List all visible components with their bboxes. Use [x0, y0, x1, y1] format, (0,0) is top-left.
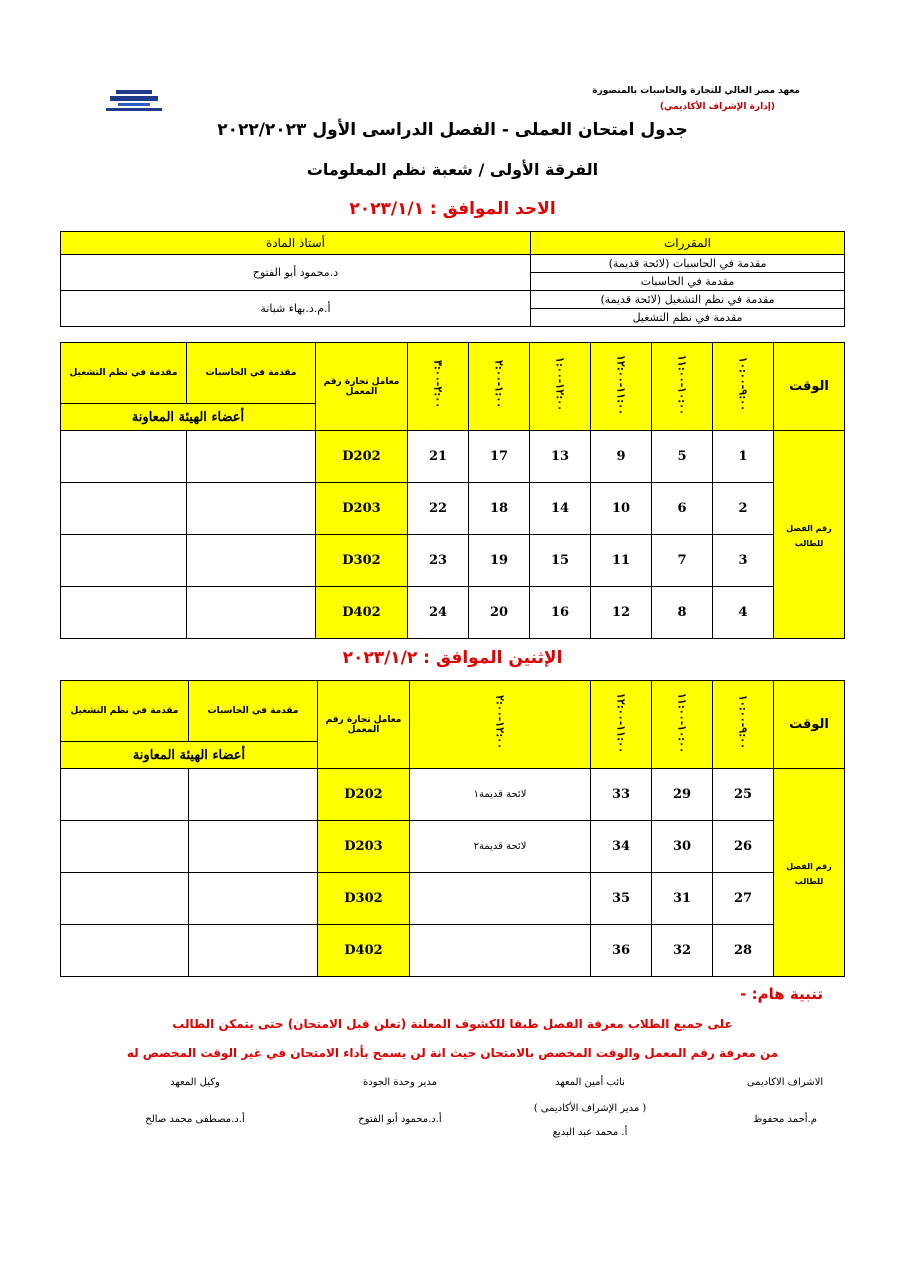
- time-slot-label: ١١:٠٠-١٢:٠٠: [614, 354, 628, 415]
- time-slot: [713, 343, 774, 431]
- courses-table: [60, 231, 845, 327]
- time-slot-label: ١٢:٠٠-٢:٠٠: [493, 695, 507, 750]
- time-slot: [591, 343, 652, 431]
- time-slot: [713, 681, 774, 769]
- course-pc-header: مقدمة في الحاسبات: [189, 681, 318, 742]
- lab-cell: D402: [316, 587, 408, 639]
- seat-cell: 29: [652, 769, 713, 821]
- seat-cell: 35: [591, 873, 652, 925]
- staff-cell: [187, 483, 316, 535]
- staff-cell: [61, 769, 189, 821]
- seat-cell: 20: [469, 587, 530, 639]
- seat-cell: 3: [713, 535, 774, 587]
- staff-cell: [61, 431, 187, 483]
- staff-cell: [189, 821, 318, 873]
- time-header: الوقت: [774, 681, 845, 769]
- header-courses: المقررات: [531, 232, 845, 255]
- department-name: (إدارة الإشراف الأكاديمي): [659, 102, 775, 112]
- seat-cell: 10: [591, 483, 652, 535]
- staff-cell: [61, 925, 189, 977]
- old-regulation-cell: لائحة قديمة١: [410, 769, 591, 821]
- student-seat-label: [774, 769, 845, 977]
- lab-header: معامل تجارة رقم المعمل: [318, 681, 410, 769]
- signature-title: وكيل المعهد: [170, 1077, 220, 1088]
- seat-cell: 1: [713, 431, 774, 483]
- seat-cell: 14: [530, 483, 591, 535]
- seat-cell: 28: [713, 925, 774, 977]
- time-slot-label: ١٢:٠٠-١:٠٠: [553, 357, 567, 412]
- day1-title: الاحد الموافق : ٢٠٢٣/١/١: [349, 199, 556, 219]
- professor-cell: أ.م.د.بهاء شبانة: [61, 291, 531, 327]
- signature-role: ( مدير الإشراف الأكاديمى ): [533, 1103, 647, 1114]
- seat-cell: 17: [469, 431, 530, 483]
- signature-title: نائب أمين المعهد: [555, 1077, 625, 1088]
- signature-name: أ.د.محمود أبو الفتوح: [358, 1114, 442, 1125]
- day1-schedule-table: [60, 342, 845, 639]
- seat-cell: 5: [652, 431, 713, 483]
- notice-line: على جميع الطلاب معرفة الفصل طبقا للكشوف المعلنة (تعلن قبل الامتحان) حتى يتمكن الطالب: [172, 1017, 733, 1031]
- time-slot-label: ٢:٠٠-٣:٠٠: [431, 360, 445, 409]
- seat-cell: 34: [591, 821, 652, 873]
- time-slot: [652, 343, 713, 431]
- time-slot: [591, 681, 652, 769]
- time-slot-label: ١٠:٠٠-١١:٠٠: [675, 354, 689, 415]
- lab-cell: D203: [316, 483, 408, 535]
- course-cell: مقدمة في نظم التشغيل: [531, 309, 845, 327]
- time-slot: [469, 343, 530, 431]
- seat-cell: 30: [652, 821, 713, 873]
- notice-line: من معرفة رقم المعمل والوقت المخصص بالامتحان حيث انة لن يسمح بأداء الامتحان في غير الوقت المخصص له: [126, 1046, 779, 1060]
- lab-cell: D302: [316, 535, 408, 587]
- lab-cell: D202: [318, 769, 410, 821]
- seat-cell: 31: [652, 873, 713, 925]
- time-slot-label: ٩:٠٠-١٠:٠٠: [736, 695, 750, 750]
- lab-cell: D202: [316, 431, 408, 483]
- staff-cell: [61, 821, 189, 873]
- seat-cell: 16: [530, 587, 591, 639]
- signature-name: م.أحمد محفوظ: [753, 1114, 817, 1125]
- staff-cell: [189, 873, 318, 925]
- course-cell: مقدمة في نظم التشغيل (لائحة قديمة): [531, 291, 845, 309]
- seat-cell: 13: [530, 431, 591, 483]
- time-slot: [652, 681, 713, 769]
- time-slot-label: ٩:٠٠-١٠:٠٠: [736, 357, 750, 412]
- old-regulation-cell: لائحة قديمة٢: [410, 821, 591, 873]
- staff-cell: [187, 535, 316, 587]
- seat-cell: 4: [713, 587, 774, 639]
- time-header: الوقت: [774, 343, 845, 431]
- group-title: الفرقة الأولى / شعبة نظم المعلومات: [306, 160, 599, 179]
- lab-cell: D402: [318, 925, 410, 977]
- seat-cell: 6: [652, 483, 713, 535]
- staff-header: أعضاء الهيئة المعاونة: [61, 742, 318, 769]
- seat-cell: 2: [713, 483, 774, 535]
- course-cell: مقدمة في الحاسبات (لائحة قديمة): [531, 255, 845, 273]
- course-pc-header: مقدمة في الحاسبات: [187, 343, 316, 404]
- staff-cell: [189, 769, 318, 821]
- signature-name: أ. محمد عبد البديع: [552, 1127, 628, 1138]
- notice-heading: تنبية هام: -: [740, 985, 823, 1003]
- lab-header: معامل تجارة رقم المعمل: [316, 343, 408, 431]
- seat-cell: 12: [591, 587, 652, 639]
- staff-cell: [61, 873, 189, 925]
- course-os-header: مقدمة في نظم التشغيل: [61, 681, 189, 742]
- signature-name: أ.د.مصطفى محمد صالح: [145, 1114, 245, 1125]
- lab-cell: D203: [318, 821, 410, 873]
- time-slot: [408, 343, 469, 431]
- lab-cell: D302: [318, 873, 410, 925]
- staff-cell: [187, 431, 316, 483]
- seat-cell: 27: [713, 873, 774, 925]
- institute-logo: [104, 86, 164, 114]
- seat-cell: 9: [591, 431, 652, 483]
- old-regulation-cell: [410, 925, 591, 977]
- institute-name: معهد مصر العالي للتجارة والحاسبات بالمنصورة: [592, 86, 800, 96]
- staff-cell: [61, 587, 187, 639]
- seat-cell: 7: [652, 535, 713, 587]
- signature-title: مدير وحدة الجودة: [363, 1077, 437, 1088]
- page-title: جدول امتحان العملى - الفصل الدراسى الأول ٢٠٢٢/٢٠٢٣: [217, 120, 688, 140]
- student-seat-text: رقم الفصل للطالب: [786, 861, 832, 886]
- seat-cell: 26: [713, 821, 774, 873]
- staff-cell: [187, 587, 316, 639]
- day2-schedule-table: [60, 680, 845, 977]
- seat-cell: 18: [469, 483, 530, 535]
- time-slot: [530, 343, 591, 431]
- seat-cell: 36: [591, 925, 652, 977]
- seat-cell: 24: [408, 587, 469, 639]
- course-os-header: مقدمة في نظم التشغيل: [61, 343, 187, 404]
- seat-cell: 25: [713, 769, 774, 821]
- professor-cell: د.محمود أبو الفتوح: [61, 255, 531, 291]
- time-slot-label: ١٠:٠٠-١١:٠٠: [675, 692, 689, 753]
- signature-title: الاشراف الاكاديمى: [746, 1077, 824, 1088]
- student-seat-text: رقم الفصل للطالب: [786, 523, 832, 548]
- seat-cell: 19: [469, 535, 530, 587]
- staff-cell: [61, 535, 187, 587]
- seat-cell: 15: [530, 535, 591, 587]
- staff-cell: [189, 925, 318, 977]
- seat-cell: 8: [652, 587, 713, 639]
- time-slot: [410, 681, 591, 769]
- old-regulation-cell: [410, 873, 591, 925]
- seat-cell: 33: [591, 769, 652, 821]
- staff-cell: [61, 483, 187, 535]
- seat-cell: 11: [591, 535, 652, 587]
- seat-cell: 21: [408, 431, 469, 483]
- day2-title: الإثنين الموافق : ٢٠٢٣/١/٢: [342, 648, 563, 668]
- time-slot-label: ١١:٠٠-١٢:٠٠: [614, 692, 628, 753]
- time-slot-label: ١:٠٠-٢:٠٠: [492, 360, 506, 409]
- seat-cell: 32: [652, 925, 713, 977]
- seat-cell: 22: [408, 483, 469, 535]
- header-professor: أستاذ المادة: [61, 232, 531, 255]
- seat-cell: 23: [408, 535, 469, 587]
- course-cell: مقدمة في الحاسبات: [531, 273, 845, 291]
- student-seat-label: [774, 431, 845, 639]
- staff-header: أعضاء الهيئة المعاونة: [61, 404, 316, 431]
